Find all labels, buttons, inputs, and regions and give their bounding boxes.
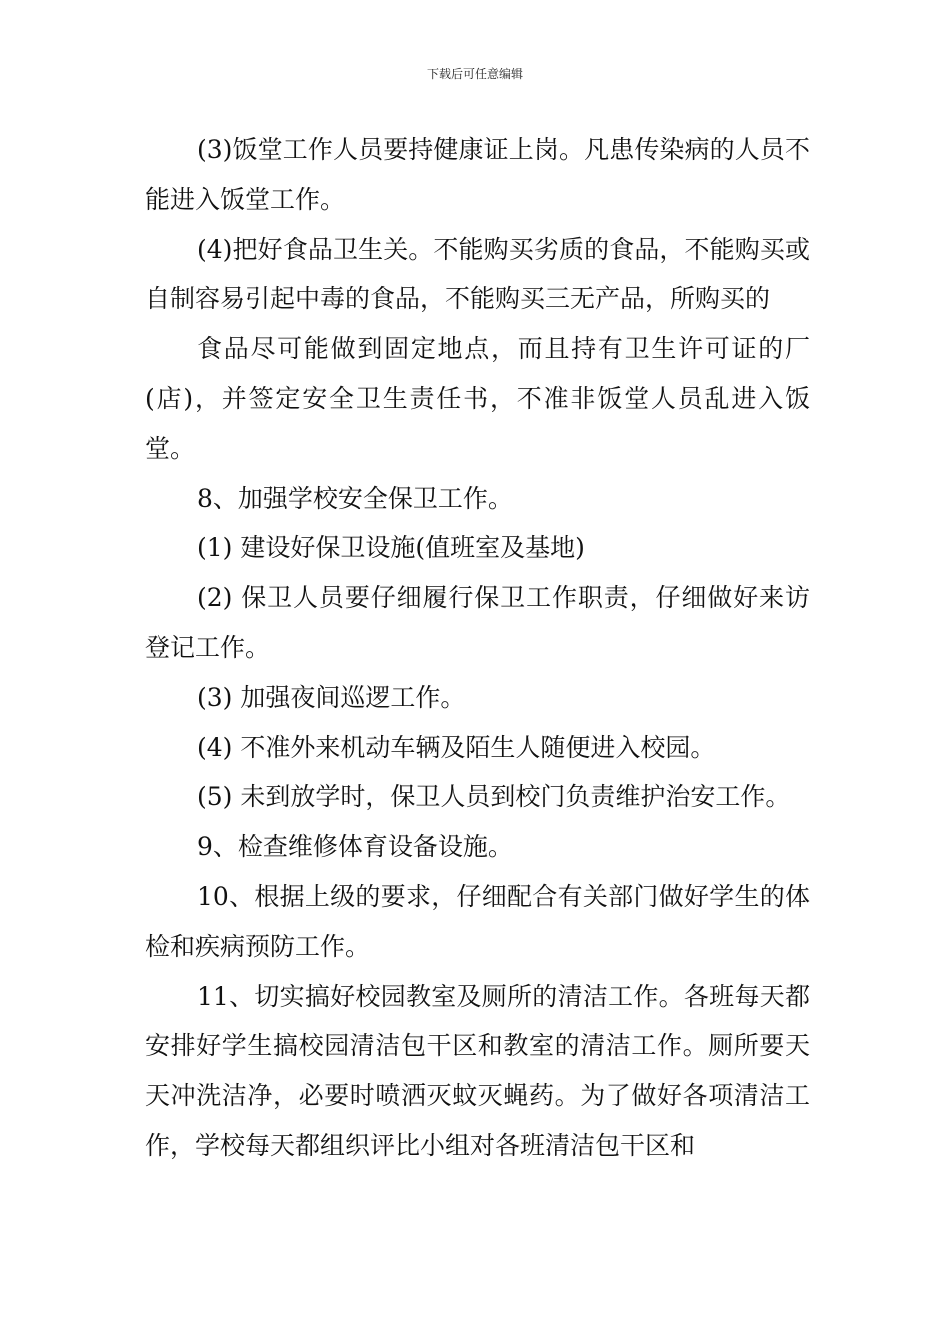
document-body	[145, 125, 810, 1171]
paragraph-security-duties: (2) 保卫人员要仔细履行保卫工作职责，仔细做好来访登记工作。	[145, 583, 810, 662]
paragraph-gate-duty: (5) 未到放学时，保卫人员到校门负责维护治安工作。	[197, 782, 791, 812]
page-header-note: 下载后可任意编辑	[426, 67, 523, 81]
paragraph-food-hygiene: (4)把好食品卫生关。不能购买劣质的食品，不能购买或自制容易引起中毒的食品，不能购买三无产品，所购买的	[145, 234, 810, 314]
paragraph-vehicle-restriction: (4) 不准外来机动车辆及陌生人随便进入校园。	[197, 732, 716, 762]
paragraph-canteen-health-cert: (3)饭堂工作人员要持健康证上岗。凡患传染病的人员不能进入饭堂工作。	[145, 135, 810, 214]
paragraph-security-facilities: (1) 建设好保卫设施(值班室及基地)	[197, 533, 585, 563]
paragraph-night-patrol: (3) 加强夜间巡逻工作。	[197, 682, 466, 712]
paragraph-health-checkup: 10、根据上级的要求，仔细配合有关部门做好学生的体检和疾病预防工作。	[145, 881, 810, 961]
paragraph-campus-cleaning: 11、切实搞好校园教室及厕所的清洁工作。各班每天都安排好学生搞校园清洁包干区和教室的清洁工作。厕所要天天冲洗洁净，必要时喷洒灭蚊灭蝇药。为了做好各项清洁工作，学校每天都组织评比小组对各班清洁包干区和	[145, 981, 810, 1160]
paragraph-food-supplier: 食品尽可能做到固定地点，而且持有卫生许可证的厂(店)，并签定安全卫生责任书，不准非饭堂人员乱进入饭堂。	[145, 334, 810, 463]
paragraph-security-heading: 8、加强学校安全保卫工作。	[197, 483, 513, 513]
paragraph-sports-equipment: 9、检查维修体育设备设施。	[197, 832, 513, 862]
